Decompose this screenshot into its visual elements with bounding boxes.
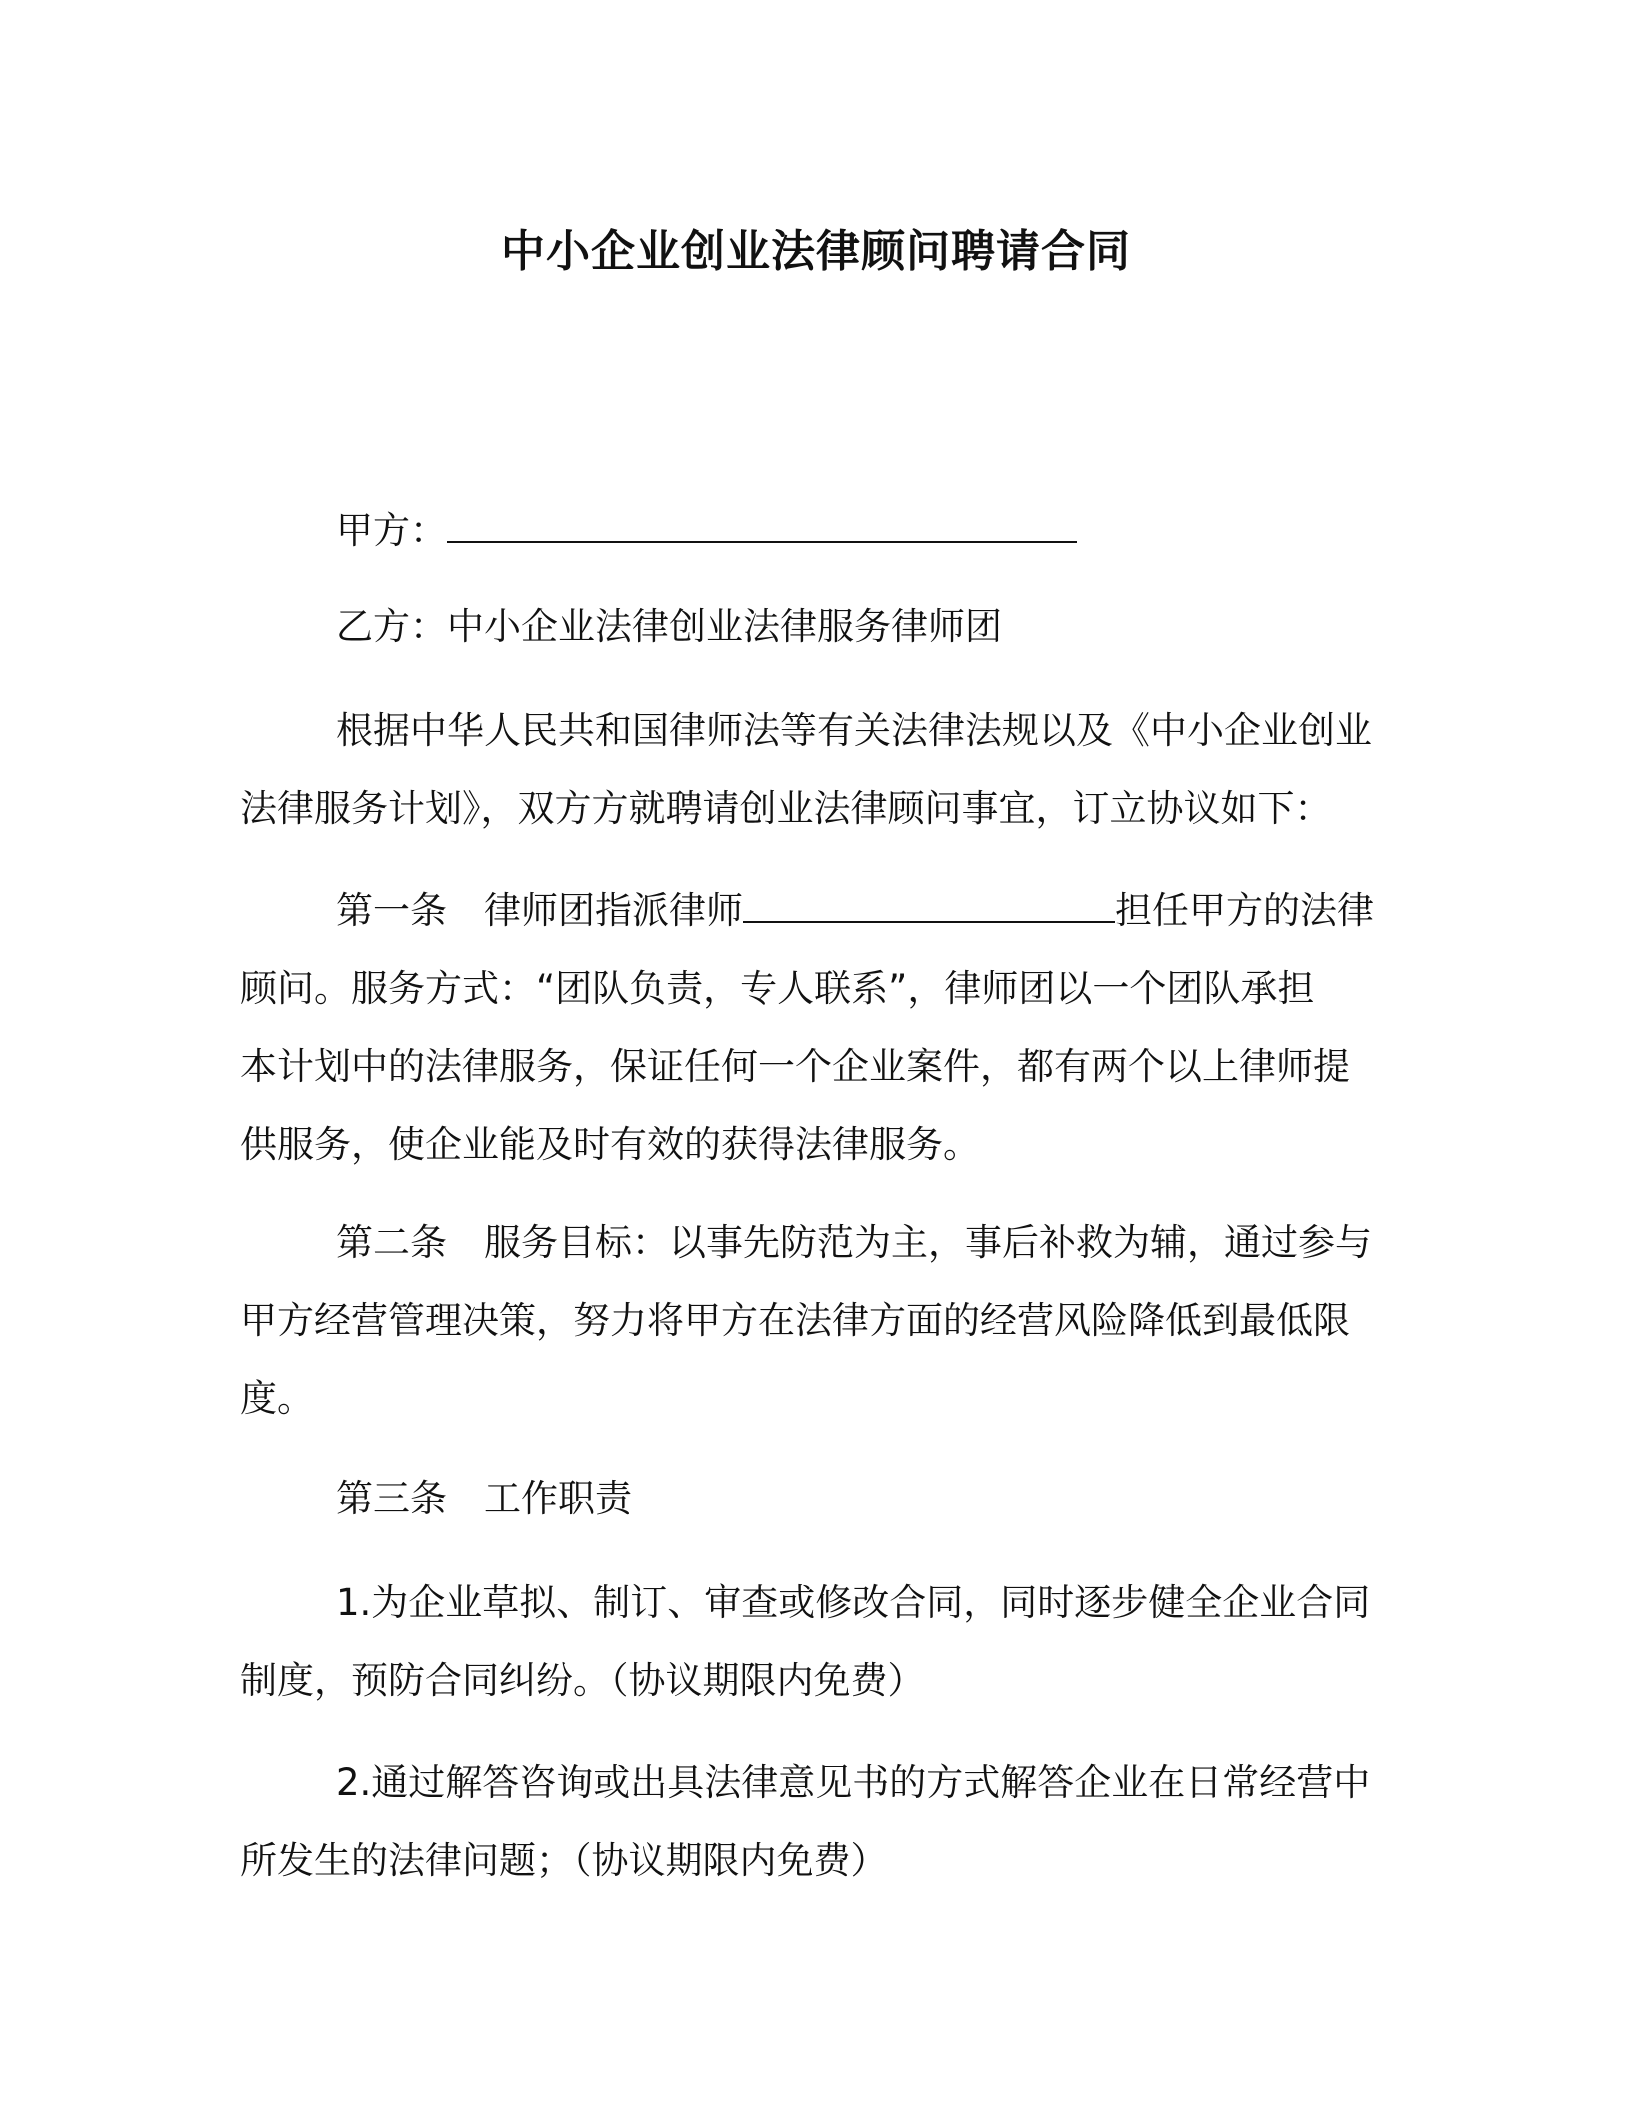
- article-3-heading-text: 第三条 工作职责: [336, 1477, 632, 1520]
- article-3-item-1-line-2: 制度，预防合同纠纷。（协议期限内免费）: [240, 1659, 925, 1702]
- article-2-line-2: 甲方经营管理决策，努力将甲方在法律方面的经营风险降低到最低限: [240, 1299, 1350, 1342]
- article-1-line-1-post: 担任甲方的法律: [1115, 889, 1374, 932]
- article-3-item-2-line-2: 所发生的法律问题；（协议期限内免费）: [240, 1839, 888, 1882]
- article-2-line-1: 第二条 服务目标：以事先防范为主，事后补救为辅，通过参与: [336, 1221, 1372, 1264]
- article-3-item-2-line-1: 2.通过解答咨询或出具法律意见书的方式解答企业在日常经营中: [336, 1761, 1371, 1804]
- article-1-paragraph: [240, 872, 1390, 1184]
- party-b-line: [240, 588, 1390, 666]
- article-3-item-2: [240, 1744, 1390, 1900]
- article-1-line-4: 供服务，使企业能及时有效的获得法律服务。: [240, 1123, 980, 1166]
- article-1-line-2: 顾问。服务方式：“团队负责，专人联系”，律师团以一个团队承担: [240, 967, 1315, 1010]
- article-3-heading: [240, 1460, 1390, 1538]
- article-3-item-1-line-1: 1.为企业草拟、制订、审查或修改合同，同时逐步健全企业合同: [336, 1581, 1371, 1624]
- article-3-item-1: [240, 1564, 1390, 1720]
- article-2-paragraph: [240, 1204, 1390, 1438]
- party-b-label: 乙方：: [336, 605, 447, 648]
- article-2-line-3: 度。: [240, 1377, 314, 1420]
- article-1-line-3: 本计划中的法律服务，保证任何一个企业案件，都有两个以上律师提: [240, 1045, 1350, 1088]
- article-1-line-1-pre: 第一条 律师团指派律师: [336, 889, 743, 932]
- party-a-label: 甲方：: [336, 509, 447, 552]
- party-a-line: [240, 492, 1390, 570]
- document-title: 中小企业创业法律顾问聘请合同: [501, 226, 1131, 277]
- party-b-value: 中小企业法律创业法律服务律师团: [447, 605, 1002, 648]
- party-a-blank: [447, 505, 1077, 543]
- preamble-line-1: 根据中华人民共和国律师法等有关法律法规以及《中小企业创业: [336, 709, 1372, 752]
- preamble-line-2: 法律服务计划》，双方方就聘请创业法律顾问事宜，订立协议如下：: [240, 787, 1332, 830]
- lawyer-name-blank: [743, 885, 1115, 923]
- preamble-paragraph: [240, 692, 1390, 848]
